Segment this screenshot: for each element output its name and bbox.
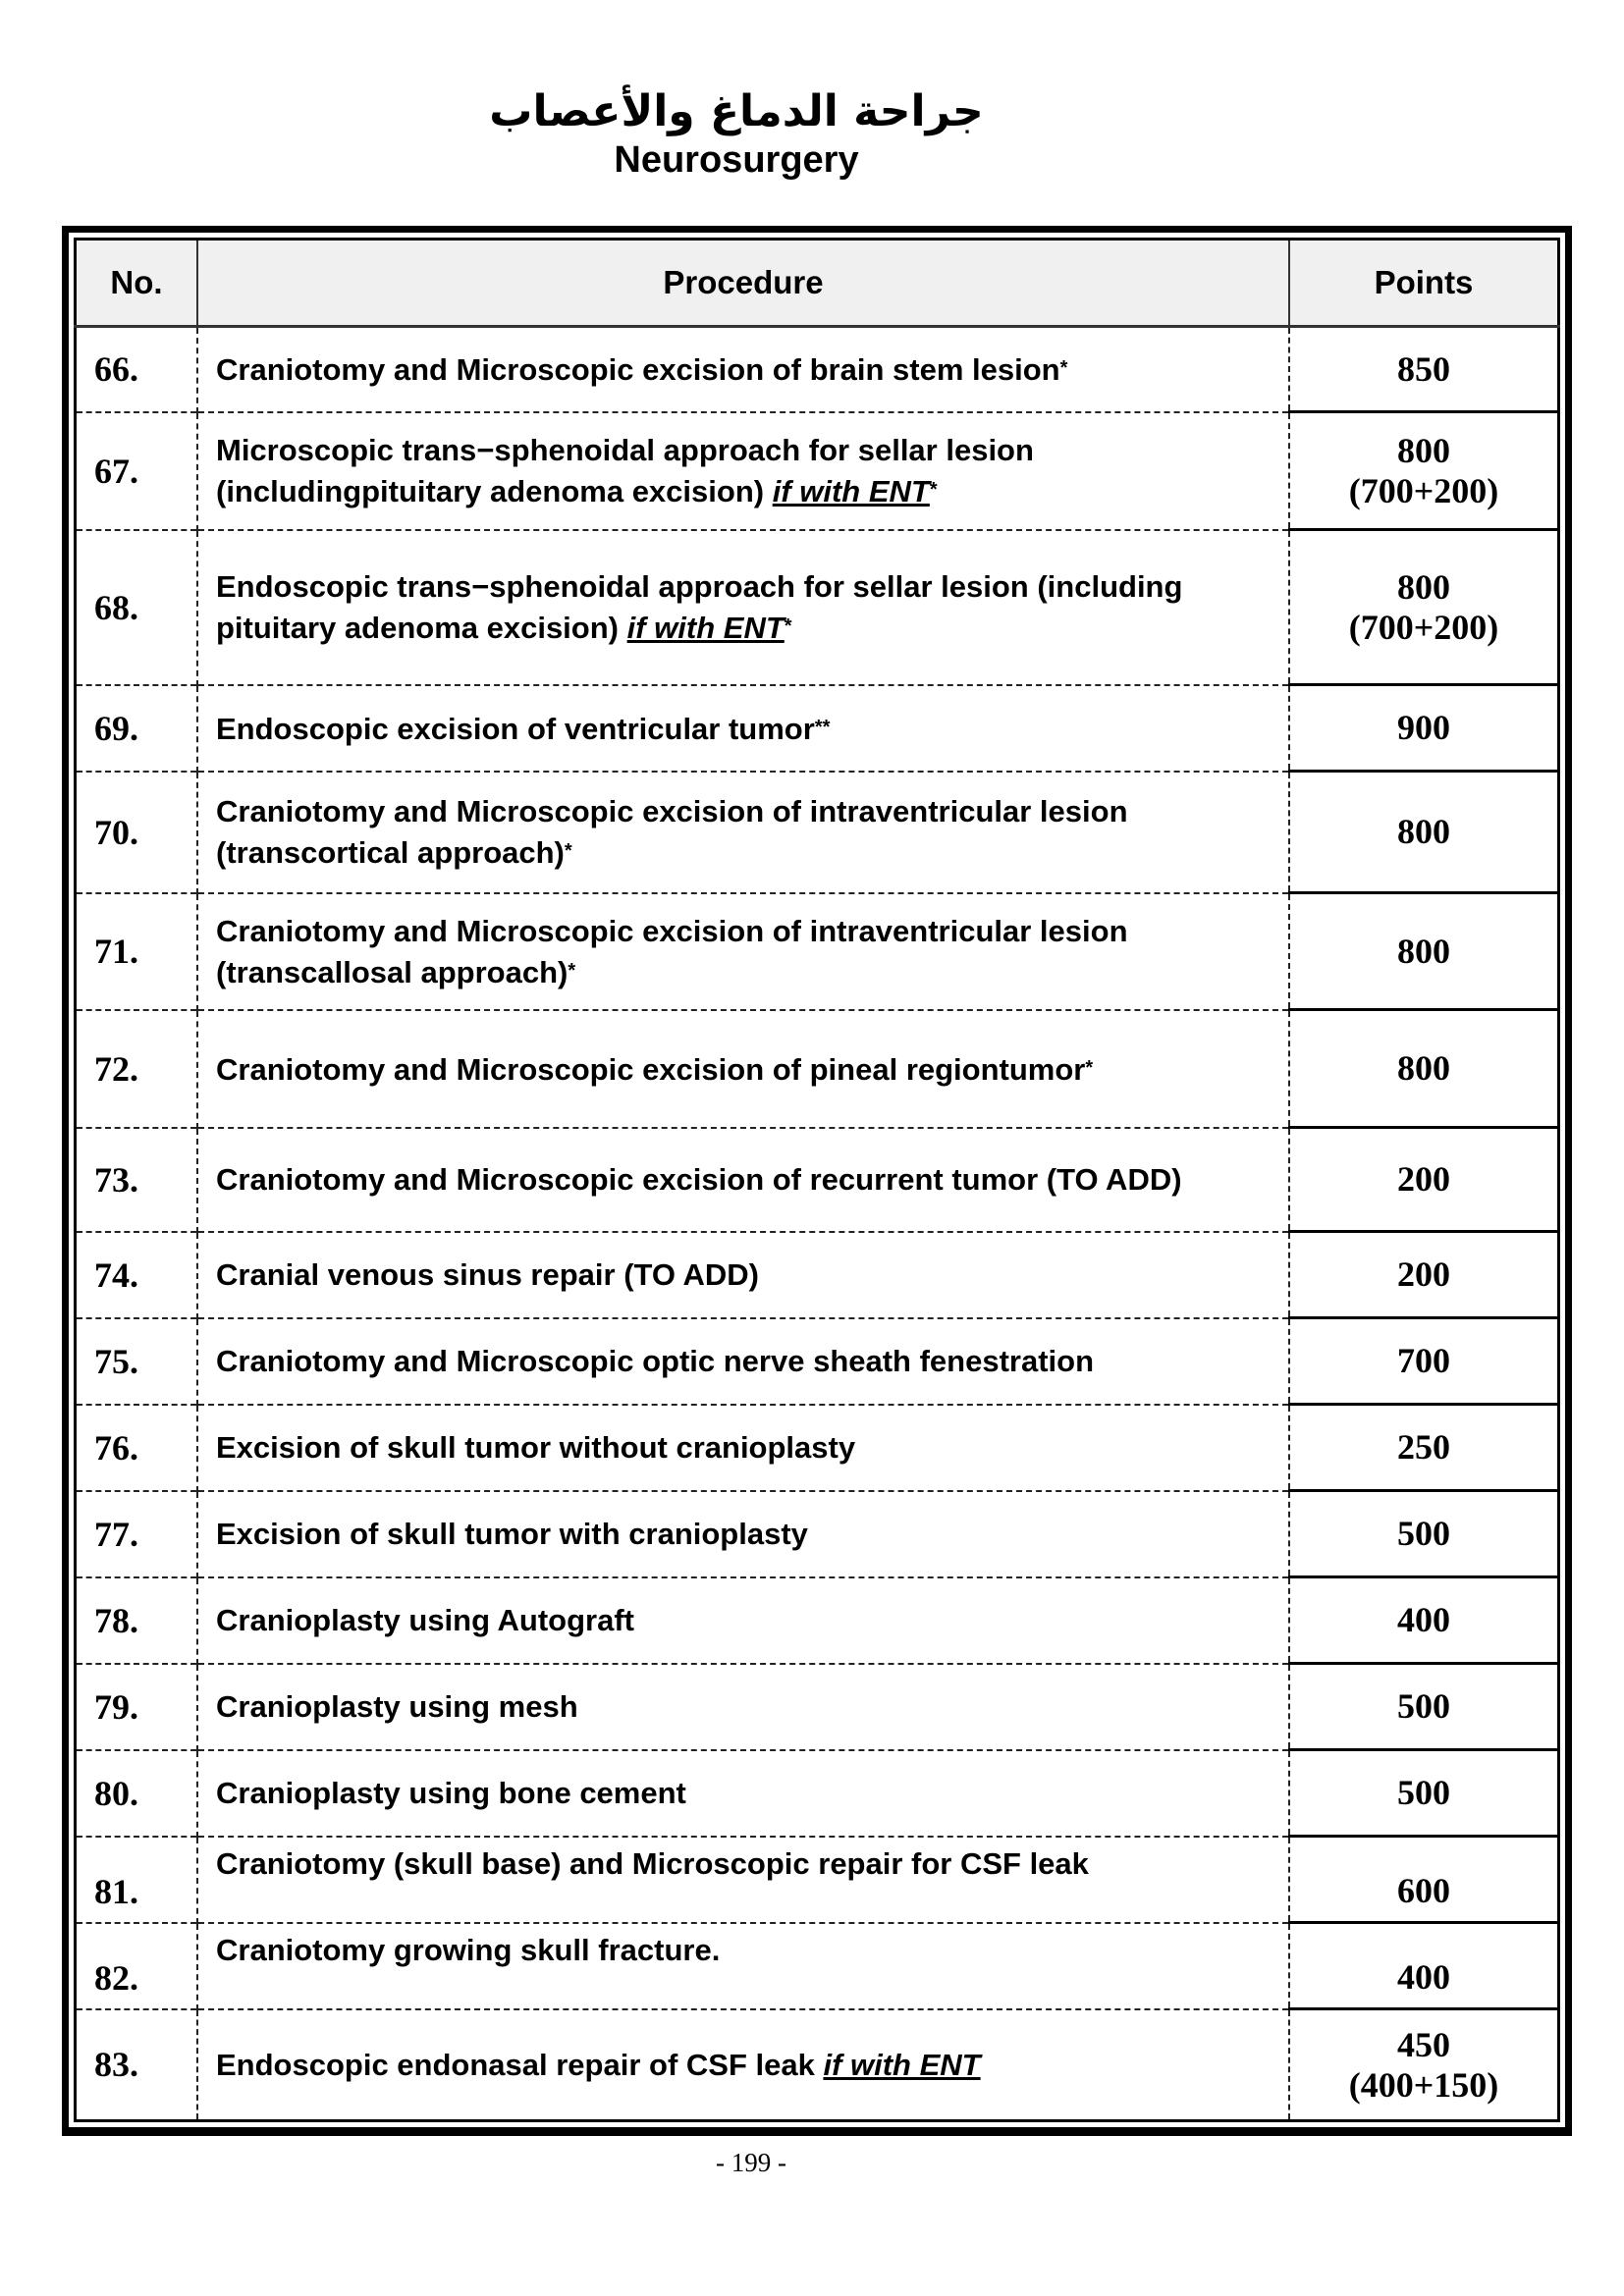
points-breakdown: (700+200) bbox=[1348, 607, 1499, 647]
table-row bbox=[76, 1128, 1559, 1232]
procedure-cell bbox=[197, 1750, 1289, 1837]
points-cell bbox=[1289, 1128, 1559, 1232]
points-value: 800 bbox=[1397, 566, 1450, 607]
procedure-cell bbox=[197, 1837, 1289, 1923]
table-row bbox=[76, 1405, 1559, 1491]
table-row bbox=[76, 1232, 1559, 1318]
footnote-marker: * bbox=[564, 840, 572, 862]
table-row bbox=[76, 2009, 1559, 2121]
table-header-row bbox=[76, 240, 1559, 327]
points-value: 200 bbox=[1397, 1255, 1450, 1294]
procedure-cell bbox=[197, 1405, 1289, 1491]
column-header-points: Points bbox=[1289, 240, 1559, 327]
points-breakdown: (400+150) bbox=[1348, 2064, 1499, 2105]
table-row bbox=[76, 1664, 1559, 1750]
footnote-marker: * bbox=[568, 959, 576, 982]
procedure-cell bbox=[197, 1577, 1289, 1664]
row-number: 68. bbox=[76, 530, 198, 685]
points-cell bbox=[1289, 1491, 1559, 1577]
points-value: 800 bbox=[1397, 1048, 1450, 1088]
page-title: Neurosurgery bbox=[614, 139, 859, 181]
footnote-marker: * bbox=[784, 615, 792, 637]
row-number: 82. bbox=[76, 1923, 198, 2009]
points-cell bbox=[1289, 685, 1559, 772]
points-cell bbox=[1289, 772, 1559, 893]
procedures-table-frame bbox=[62, 226, 1572, 2136]
procedure-cell bbox=[197, 1128, 1289, 1232]
procedure-text: Craniotomy and Microscopic excision of recurrent tumor (TO ADD) bbox=[216, 1162, 1182, 1197]
page-number: - 199 - bbox=[716, 2148, 786, 2177]
procedure-text: Craniotomy and Microscopic excision of intraventricular lesion (transcortical approach) bbox=[216, 794, 1128, 870]
table-row bbox=[76, 1750, 1559, 1837]
procedure-cell bbox=[197, 685, 1289, 772]
procedure-text: Cranioplasty using Autograft bbox=[216, 1603, 634, 1637]
row-number: 75. bbox=[76, 1318, 198, 1405]
points-cell bbox=[1289, 1577, 1559, 1664]
table-row bbox=[76, 1577, 1559, 1664]
points-value: 700 bbox=[1397, 1341, 1450, 1380]
row-number: 71. bbox=[76, 893, 198, 1010]
points-cell bbox=[1289, 1405, 1559, 1491]
points-value: 400 bbox=[1397, 1600, 1450, 1639]
points-cell bbox=[1289, 327, 1559, 412]
points-value: 800 bbox=[1397, 812, 1450, 851]
procedure-cell bbox=[197, 893, 1289, 1010]
footnote-marker: * bbox=[1085, 1056, 1094, 1079]
procedure-text: Craniotomy (skull base) and Microscopic repair for CSF leak bbox=[216, 1845, 1089, 1881]
procedure-cell bbox=[197, 2009, 1289, 2121]
procedure-text: Craniotomy and Microscopic excision of intraventricular lesion (transcallosal approach) bbox=[216, 913, 1128, 989]
points-value: 400 bbox=[1397, 1957, 1450, 1997]
points-value: 450 bbox=[1397, 2024, 1450, 2064]
points-value: 500 bbox=[1397, 1773, 1450, 1812]
table-row bbox=[76, 327, 1559, 412]
table-row bbox=[76, 1491, 1559, 1577]
procedure-cell bbox=[197, 1491, 1289, 1577]
table-row bbox=[76, 772, 1559, 893]
procedure-text: Microscopic trans−sphenoidal approach for sellar lesion (includingpituitary adenoma excision) bbox=[216, 433, 1034, 508]
procedure-cell bbox=[197, 530, 1289, 685]
procedure-text: Endoscopic excision of ventricular tumor bbox=[216, 711, 815, 746]
points-value: 500 bbox=[1397, 1514, 1450, 1553]
row-number: 78. bbox=[76, 1577, 198, 1664]
points-value: 850 bbox=[1397, 348, 1450, 389]
procedure-text: Endoscopic trans−sphenoidal approach for sellar lesion (including pituitary adenoma excision) bbox=[216, 569, 1183, 645]
procedure-cell bbox=[197, 1923, 1289, 2009]
points-cell bbox=[1289, 530, 1559, 685]
procedure-text: Craniotomy growing skull fracture. bbox=[216, 1932, 721, 1967]
procedure-text: Excision of skull tumor without cranioplasty bbox=[216, 1430, 856, 1465]
points-value: 200 bbox=[1397, 1159, 1450, 1199]
procedure-cell bbox=[197, 412, 1289, 530]
points-value: 900 bbox=[1397, 708, 1450, 747]
points-value: 800 bbox=[1397, 931, 1450, 971]
procedure-cell bbox=[197, 1318, 1289, 1405]
points-cell bbox=[1289, 1664, 1559, 1750]
procedure-text: Craniotomy and Microscopic excision of brain stem lesion bbox=[216, 352, 1060, 388]
footnote-marker: ** bbox=[814, 716, 831, 738]
points-value: 600 bbox=[1397, 1871, 1450, 1910]
procedure-cell bbox=[197, 1232, 1289, 1318]
procedure-note: if with ENT bbox=[626, 611, 785, 645]
procedure-text: Cranioplasty using bone cement bbox=[216, 1776, 686, 1810]
table-row bbox=[76, 412, 1559, 530]
row-number: 66. bbox=[76, 327, 198, 412]
table-row bbox=[76, 1318, 1559, 1405]
table-row bbox=[76, 1010, 1559, 1128]
points-value: 250 bbox=[1397, 1427, 1450, 1467]
column-header-no: No. bbox=[76, 240, 198, 327]
procedure-cell bbox=[197, 327, 1289, 412]
points-cell bbox=[1289, 1232, 1559, 1318]
row-number: 76. bbox=[76, 1405, 198, 1491]
points-cell bbox=[1289, 1837, 1559, 1923]
row-number: 72. bbox=[76, 1010, 198, 1128]
procedure-text: Excision of skull tumor with cranioplasty bbox=[216, 1517, 808, 1551]
table-row bbox=[76, 893, 1559, 1010]
points-cell bbox=[1289, 1318, 1559, 1405]
table-row bbox=[76, 685, 1559, 772]
row-number: 67. bbox=[76, 412, 198, 530]
footnote-marker: * bbox=[1059, 357, 1068, 380]
row-number: 79. bbox=[76, 1664, 198, 1750]
procedure-text: Endoscopic endonasal repair of CSF leak bbox=[216, 2047, 815, 2082]
row-number: 81. bbox=[76, 1837, 198, 1923]
row-number: 70. bbox=[76, 772, 198, 893]
row-number: 69. bbox=[76, 685, 198, 772]
row-number: 83. bbox=[76, 2009, 198, 2121]
procedure-text: Cranial venous sinus repair (TO ADD) bbox=[216, 1257, 759, 1292]
procedure-text: Cranioplasty using mesh bbox=[216, 1689, 578, 1724]
row-number: 77. bbox=[76, 1491, 198, 1577]
procedure-note: if with ENT bbox=[772, 474, 930, 508]
procedure-text: Craniotomy and Microscopic optic nerve sheath fenestration bbox=[216, 1344, 1095, 1378]
footnote-marker: * bbox=[929, 479, 938, 501]
procedure-cell bbox=[197, 1010, 1289, 1128]
points-value: 800 bbox=[1397, 430, 1450, 470]
points-cell bbox=[1289, 1923, 1559, 2009]
column-header-procedure: Procedure bbox=[197, 240, 1289, 327]
procedure-note: if with ENT bbox=[823, 2047, 981, 2082]
row-number: 80. bbox=[76, 1750, 198, 1837]
table-row bbox=[76, 530, 1559, 685]
row-number: 73. bbox=[76, 1128, 198, 1232]
points-cell bbox=[1289, 412, 1559, 530]
procedure-cell bbox=[197, 1664, 1289, 1750]
page-title-arabic: جراحة الدماغ والأعصاب bbox=[489, 86, 984, 136]
points-cell bbox=[1289, 2009, 1559, 2121]
points-cell bbox=[1289, 893, 1559, 1010]
row-number: 74. bbox=[76, 1232, 198, 1318]
points-cell bbox=[1289, 1750, 1559, 1837]
table-row bbox=[76, 1923, 1559, 2009]
points-cell bbox=[1289, 1010, 1559, 1128]
procedure-text: Craniotomy and Microscopic excision of pineal regiontumor bbox=[216, 1051, 1086, 1087]
procedure-cell bbox=[197, 772, 1289, 893]
table-row bbox=[76, 1837, 1559, 1923]
points-breakdown: (700+200) bbox=[1348, 470, 1499, 510]
points-value: 500 bbox=[1397, 1686, 1450, 1726]
procedures-table bbox=[74, 238, 1560, 2122]
